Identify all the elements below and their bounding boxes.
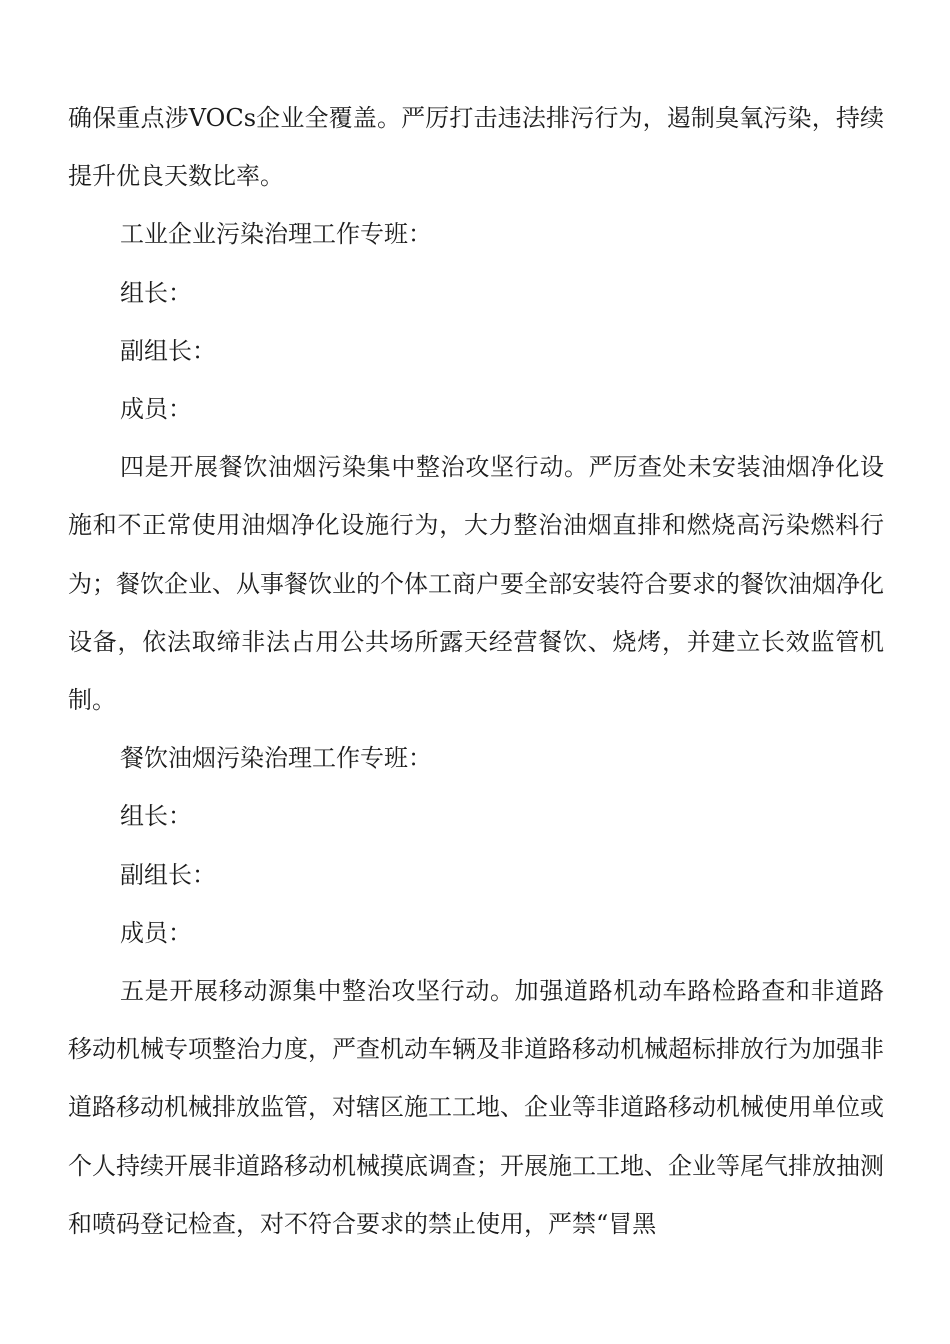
group-leader-label: 组长： [120, 278, 192, 307]
group-vice-leader-label: 副组长： [120, 336, 216, 365]
paragraph-vocs-continuation: 确保重点涉VOCs企业全覆盖。严厉打击违法排污行为，遏制臭氧污染，持续提升优良天数比率。 [68, 104, 884, 191]
group-title-industrial: 工业企业污染治理工作专班： [120, 220, 432, 249]
document-body [68, 89, 884, 1253]
group-title-catering: 餐饮油烟污染治理工作专班： [120, 744, 432, 773]
group-leader-label: 组长： [120, 802, 192, 831]
paragraph-mobile-sources: 五是开展移动源集中整治攻坚行动。加强道路机动车路检路查和非道路移动机械专项整治力度，严查机动车辆及非道路移动机械超标排放行为加强非道路移动机械排放监管，对辖区施工工地、企业等非道路移动机械使用单位或个人持续开展非道路移动机械摸底调查；开展施工工地、企业等尾气排放抽测和喷码登记检查，对不符合要求的禁止使用，严禁“冒黑 [68, 977, 884, 1238]
group-members-label: 成员： [120, 918, 192, 947]
group-vice-leader-label: 副组长： [120, 860, 216, 889]
paragraph-catering-fumes: 四是开展餐饮油烟污染集中整治攻坚行动。严厉查处未安装油烟净化设施和不正常使用油烟净化设施行为，大力整治油烟直排和燃烧高污染燃料行为；餐饮企业、从事餐饮业的个体工商户要全部安装符合要求的餐饮油烟净化设备，依法取缔非法占用公共场所露天经营餐饮、烧烤，并建立长效监管机制。 [68, 453, 884, 715]
group-members-label: 成员： [120, 395, 192, 424]
